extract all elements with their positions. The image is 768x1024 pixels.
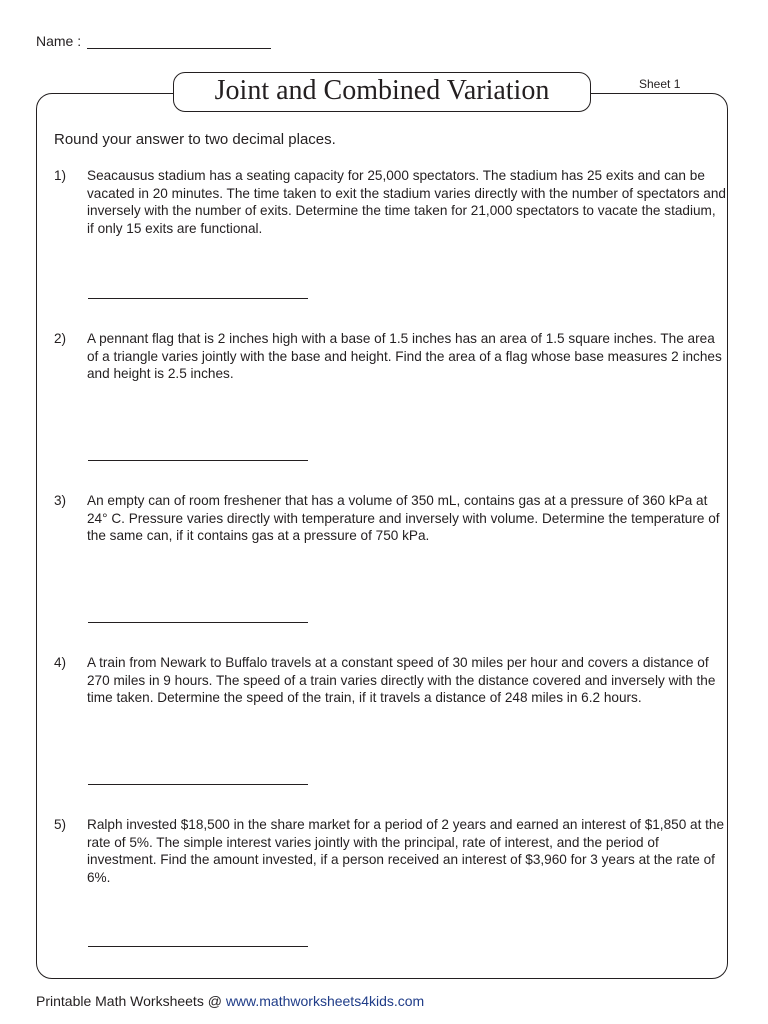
name-field-row <box>36 33 271 49</box>
question-number: 4) <box>54 655 67 670</box>
question-text: Seacausus stadium has a seating capacity for 25,000 spectators. The stadium has 25 exits and can be vacated in 20 minutes. The time taken to exit the stadium varies directly with the number of spectators and inversely with the number of exits. Determine the time taken for 21,000 spectators to vacate the stadium, if only 15 exits are functional. <box>87 168 726 236</box>
question-text: Ralph invested $18,500 in the share market for a period of 2 years and earned an interest of $1,850 at the rate of 5%. The simple interest varies jointly with the principal, rate of interest, and the period of investment. Find the amount invested, if a person received an interest of $3,960 for 3 years at the rate of 6%. <box>87 817 725 885</box>
name-label: Name : <box>36 33 82 49</box>
question-text: A pennant flag that is 2 inches high with a base of 1.5 inches has an area of 1.5 square inches. The area of a triangle varies jointly with the base and height. Find the area of a flag whose base measures 2 inches and height is 2.5 inches. <box>87 331 722 381</box>
instructions: Round your answer to two decimal places. <box>54 131 336 148</box>
answer-line-5[interactable] <box>88 946 308 947</box>
question-text: An empty can of room freshener that has a volume of 350 mL, contains gas at a pressure of 360 kPa at 24° C. Pressure varies directly with temperature and inversely with volume. Determine the temperature of the same can, if it contains gas at a pressure of 750 kPa. <box>87 493 720 543</box>
question-number: 5) <box>54 817 67 832</box>
answer-line-2[interactable] <box>88 460 308 461</box>
question-text: A train from Newark to Buffalo travels at a constant speed of 30 miles per hour and covers a distance of 270 miles in 9 hours. The speed of a train varies directly with the distance covered and inversely with the time taken. Determine the speed of the train, if it travels a distance of 248 miles in 6.2 hours. <box>87 655 716 705</box>
footer <box>36 993 424 1009</box>
name-answer-line[interactable] <box>87 34 271 49</box>
worksheet-title: Joint and Combined Variation <box>173 72 591 112</box>
answer-line-3[interactable] <box>88 622 308 623</box>
answer-line-1[interactable] <box>88 298 308 299</box>
sheet-label: Sheet 1 <box>639 77 681 91</box>
answer-line-4[interactable] <box>88 784 308 785</box>
question-number: 1) <box>54 168 67 183</box>
footer-label: Printable Math Worksheets @ <box>36 993 226 1009</box>
footer-link[interactable]: www.mathworksheets4kids.com <box>225 993 425 1009</box>
question-number: 2) <box>54 331 67 346</box>
question-number: 3) <box>54 493 67 508</box>
